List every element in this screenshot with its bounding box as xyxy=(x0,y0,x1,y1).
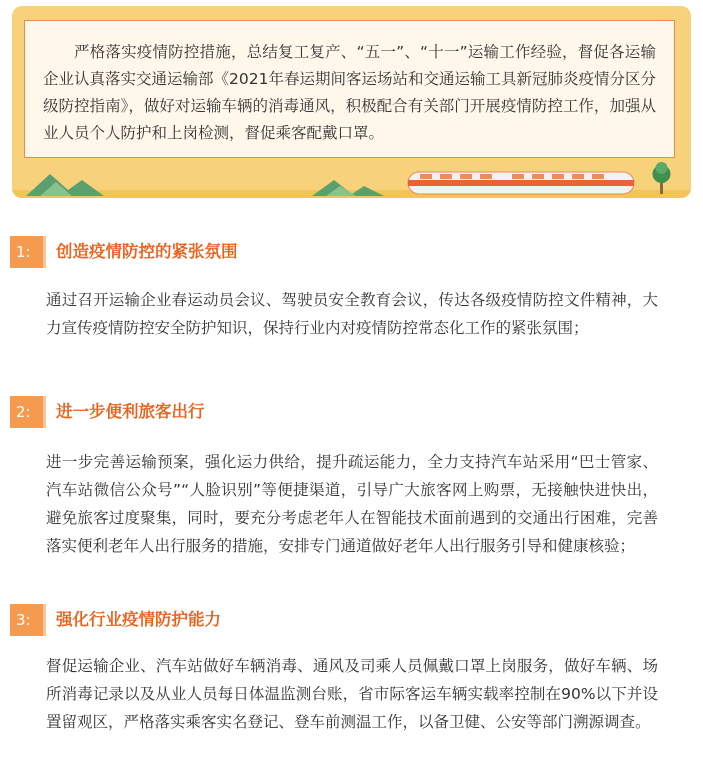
section-title: 进一步便利旅客出行 xyxy=(56,402,205,421)
section-body: 督促运输企业、汽车站做好车辆消毒、通风及司乘人员佩戴口罩上岗服务，做好车辆、场所消毒记录以及从业人员每日体温监测台账，省市际客运车辆实载率控制在90%以下并设置留观区，严格落实乘客实名登记、登车前测温工作，以备卫健、公安等部门溯源调查。 xyxy=(46,657,658,731)
section-number-accent xyxy=(43,604,46,636)
banner xyxy=(12,6,691,198)
section-number: 3: xyxy=(10,604,44,636)
section-number-accent xyxy=(43,396,46,428)
section-number: 1: xyxy=(10,236,44,268)
train-icon xyxy=(408,172,634,194)
section-heading xyxy=(10,236,410,270)
section-body: 通过召开运输企业春运动员会议、驾驶员安全教育会议，传达各级疫情防控文件精神，大力宣传疫情防控安全防护知识，保持行业内对疫情防控常态化工作的紧张氛围； xyxy=(46,291,658,337)
banner-scene-illustration xyxy=(12,150,691,198)
section-title: 创造疫情防控的紧张氛围 xyxy=(56,242,238,261)
banner-card xyxy=(24,20,675,158)
section-heading xyxy=(10,604,410,638)
section-number-accent xyxy=(43,236,46,268)
section-body: 进一步完善运输预案，强化运力供给，提升疏运能力，全力支持汽车站采用“巴士管家、汽车站微信公众号”“人脸识别”等便捷渠道，引导广大旅客网上购票，无接触快进快出，避免旅客过度聚集，同时，要充分考虑老年人在智能技术面前遇到的交通出行困难，完善落实便利老年人出行服务的措施，安排专门通道做好老年人出行服务引导和健康核验； xyxy=(46,453,658,555)
section-heading xyxy=(10,396,410,430)
banner-text: 严格落实疫情防控措施，总结复工复产、“五一”、“十一”运输工作经验，督促各运输企业认真落实交通运输部《2021年春运期间客运场站和交通运输工具新冠肺炎疫情分区分级防控指南》，做好对运输车辆的消毒通风，积极配合有关部门开展疫情防控工作，加强从业人员个人防护和上岗检测，督促乘客配戴口罩。 xyxy=(43,43,656,142)
section-title: 强化行业疫情防护能力 xyxy=(56,610,221,629)
section-number: 2: xyxy=(10,396,44,428)
tree-icon xyxy=(653,162,671,194)
